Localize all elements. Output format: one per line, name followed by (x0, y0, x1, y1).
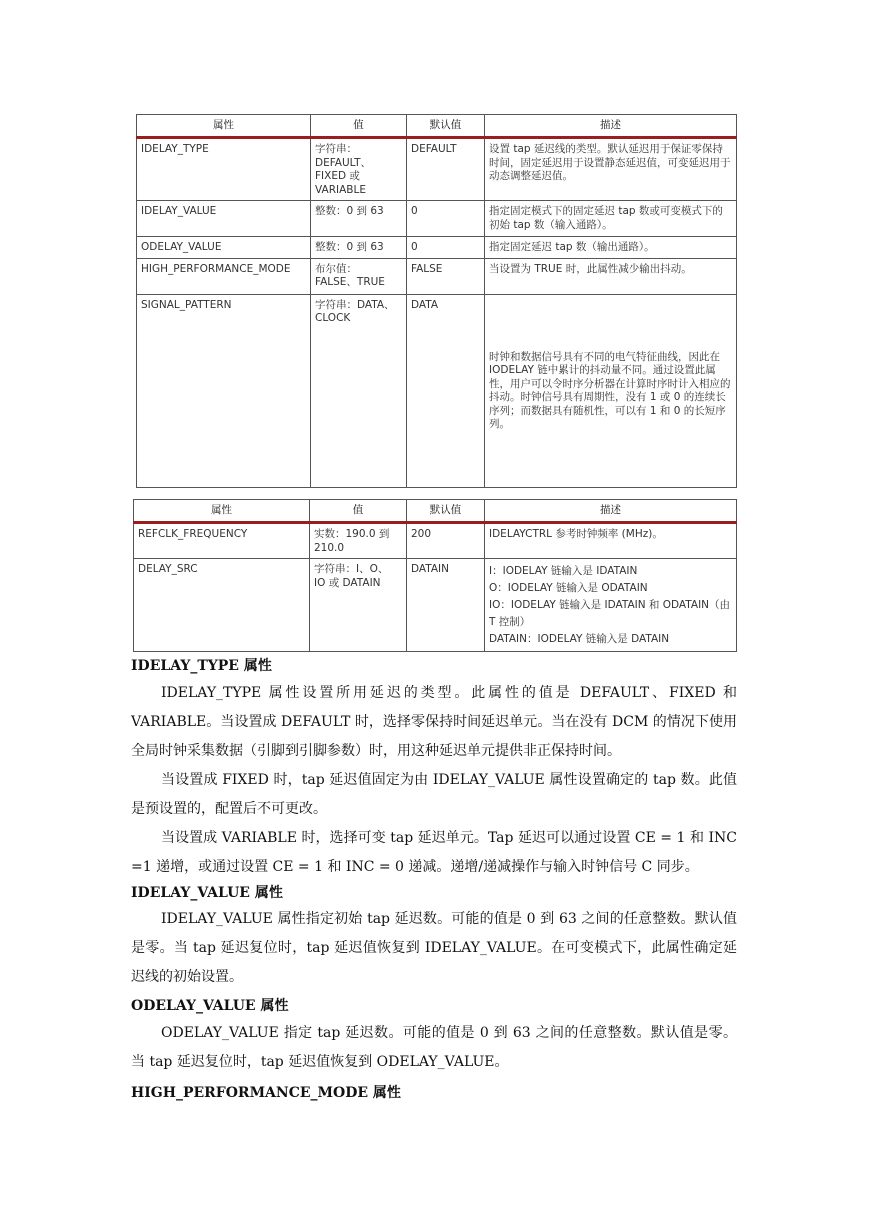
desc-line: O：IODELAY 链输入是 ODATAIN (489, 582, 648, 594)
attr-default: FALSE (407, 258, 485, 294)
attr-default: DATAIN (407, 559, 485, 652)
attr-default: 200 (407, 523, 485, 559)
attr-name: REFCLK_FREQUENCY (134, 523, 310, 559)
table-row (134, 559, 737, 652)
table-row (137, 294, 737, 487)
paragraph-idelay-type-2: 当设置成 FIXED 时，tap 延迟值固定为由 IDELAY_VALUE 属性设置确定的 tap 数。此值是预设置的，配置后不可更改。 (131, 772, 737, 817)
table-row (134, 523, 737, 559)
attr-description: 当设置为 TRUE 时，此属性减少输出抖动。 (485, 258, 737, 294)
attr-name: DELAY_SRC (134, 559, 310, 652)
attr-description: IDELAYCTRL 参考时钟频率 (MHz)。 (485, 523, 737, 559)
desc-line: DATAIN：IODELAY 链输入是 DATAIN (489, 633, 670, 645)
attribute-table-1 (136, 114, 737, 488)
attr-default: DATA (407, 294, 485, 487)
header-attribute: 属性 (137, 115, 311, 138)
attr-value: 实数：190.0 到 210.0 (310, 523, 407, 559)
header-description: 描述 (485, 500, 737, 523)
table-row (137, 201, 737, 237)
paragraph-idelay-type-3: 当设置成 VARIABLE 时，选择可变 tap 延迟单元。Tap 延迟可以通过设置 CE = 1 和 INC =1 递增，或通过设置 CE = 1 和 INC = 0 递减。递增/递减操作与输入时钟信号 C 同步。 (131, 830, 737, 875)
paragraph-idelay-value: IDELAY_VALUE 属性指定初始 tap 延迟数。可能的值是 0 到 63 之间的任意整数。默认值是零。当 tap 延迟复位时，tap 延迟值恢复到 IDELAY_VALUE。在可变模式下，此属性确定延迟线的初始设置。 (131, 911, 737, 985)
header-attribute: 属性 (134, 500, 310, 523)
attr-name: IDELAY_TYPE (137, 138, 311, 201)
section-heading-idelay-type: IDELAY_TYPE 属性 (131, 658, 272, 674)
attr-value: 字符串： DEFAULT、 FIXED 或 VARIABLE (311, 138, 407, 201)
attr-description (485, 559, 737, 652)
paragraph-idelay-type-1: IDELAY_TYPE 属性设置所用延迟的类型。此属性的值是 DEFAULT、FIXED 和 VARIABLE。当设置成 DEFAULT 时，选择零保持时间延迟单元。当在没有 DCM 的情况下使用全局时钟采集数据（引脚到引脚参数）时，用这种延迟单元提供非正保持时间。 (131, 685, 737, 759)
attr-description: 时钟和数据信号具有不同的电气特征曲线，因此在 IODELAY 链中累计的抖动量不同。通过设置此属性，用户可以令时序分析器在计算时序时计入相应的抖动。时钟信号具有周期性，没有 1 或 0 的连续长序列；而数据具有随机性，可以有 1 和 0 的长短序列。 (485, 294, 737, 487)
attr-description: 指定固定延迟 tap 数（输出通路）。 (485, 237, 737, 259)
header-default: 默认值 (407, 115, 485, 138)
header-description: 描述 (485, 115, 737, 138)
section-heading-odelay-value: ODELAY_VALUE 属性 (131, 998, 289, 1014)
table-row (137, 258, 737, 294)
attr-default: DEFAULT (407, 138, 485, 201)
attr-name: SIGNAL_PATTERN (137, 294, 311, 487)
header-default: 默认值 (407, 500, 485, 523)
section-heading-idelay-value: IDELAY_VALUE 属性 (131, 885, 283, 901)
attr-value: 字符串：I、O、 IO 或 DATAIN (310, 559, 407, 652)
attr-value: 字符串：DATA、 CLOCK (311, 294, 407, 487)
attr-value: 整数：0 到 63 (311, 201, 407, 237)
attr-value: 整数：0 到 63 (311, 237, 407, 259)
attr-description: 指定固定模式下的固定延迟 tap 数或可变模式下的初始 tap 数（输入通路）。 (485, 201, 737, 237)
table-row (137, 138, 737, 201)
attr-name: IDELAY_VALUE (137, 201, 311, 237)
attr-description: 设置 tap 延迟线的类型。默认延迟用于保证零保持时间，固定延迟用于设置静态延迟值，可变延迟用于动态调整延迟值。 (485, 138, 737, 201)
attr-name: ODELAY_VALUE (137, 237, 311, 259)
table-row (137, 237, 737, 259)
attr-value: 布尔值： FALSE、TRUE (311, 258, 407, 294)
desc-line: IO：IODELAY 链输入是 IDATAIN 和 ODATAIN（由 T 控制） (489, 599, 731, 628)
paragraph-odelay-value: ODELAY_VALUE 指定 tap 延迟数。可能的值是 0 到 63 之间的任意整数。默认值是零。当 tap 延迟复位时，tap 延迟值恢复到 ODELAY_VALUE。 (131, 1025, 737, 1070)
header-value: 值 (310, 500, 407, 523)
attribute-table-2 (133, 499, 737, 652)
header-value: 值 (311, 115, 407, 138)
attr-name: HIGH_PERFORMANCE_MODE (137, 258, 311, 294)
section-heading-high-performance-mode: HIGH_PERFORMANCE_MODE 属性 (131, 1085, 401, 1101)
attr-default: 0 (407, 237, 485, 259)
desc-line: I：IODELAY 链输入是 IDATAIN (489, 565, 638, 577)
attr-default: 0 (407, 201, 485, 237)
